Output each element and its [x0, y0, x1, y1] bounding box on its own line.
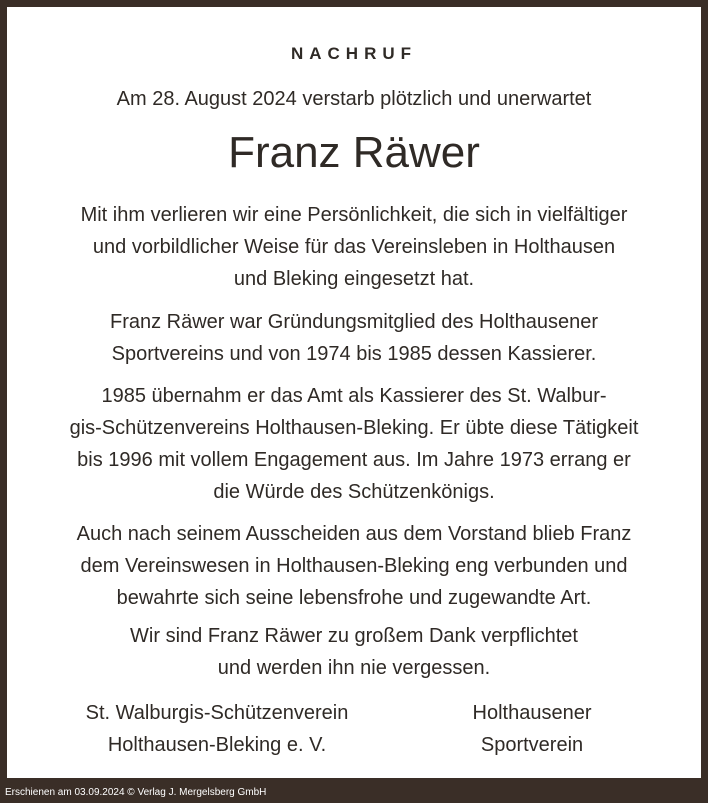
paragraph-line: Sportvereins und von 1974 bis 1985 dessen Kassierer.	[111, 343, 597, 365]
paragraph-thanks	[27, 620, 681, 684]
paragraph-schuetzenverein	[27, 380, 681, 508]
paragraph-line: und vorbildlicher Weise für das Vereinsleben in Holthausen	[92, 236, 616, 258]
signature-line: Holthausen-Bleking e. V.	[107, 734, 327, 756]
death-notice	[7, 7, 701, 778]
paragraph-tribute	[27, 199, 681, 295]
paragraph-sportverein	[27, 306, 681, 370]
paragraph-line: 1985 übernahm er das Amt als Kassierer des St. Walbur-	[101, 385, 607, 407]
signature-line: Sportverein	[480, 734, 584, 756]
paragraph-line: bis 1996 mit vollem Engagement aus. Im Jahre 1973 errang er	[77, 449, 631, 471]
signature-sportverein	[432, 697, 632, 761]
paragraph-line: Mit ihm verlieren wir eine Persönlichkeit, die sich in vielfältiger	[80, 204, 628, 226]
paragraph-line: bewahrte sich seine lebensfrohe und zugewandte Art.	[116, 587, 592, 609]
deceased-name: Franz Räwer	[228, 128, 480, 177]
paragraph-line: Wir sind Franz Räwer zu großem Dank verpflichtet	[130, 625, 578, 647]
paragraph-line: dem Vereinswesen in Holthausen-Bleking eng verbunden und	[80, 555, 628, 577]
notice-heading: NACHRUF	[290, 44, 418, 63]
paragraph-line: und werden ihn nie vergessen.	[217, 657, 491, 679]
paragraph-line: die Würde des Schützenkönigs.	[213, 481, 495, 503]
signature-schuetzenverein	[47, 697, 387, 761]
paragraph-line: Auch nach seinem Ausscheiden aus dem Vorstand blieb Franz	[76, 523, 632, 545]
publication-footer: Erschienen am 03.09.2024 © Verlag J. Mergelsberg GmbH	[5, 787, 267, 798]
notice-intro: Am 28. August 2024 verstarb plötzlich und unerwartet	[116, 88, 592, 110]
paragraph-vereinswesen	[27, 518, 681, 614]
signature-line: St. Walburgis-Schützenverein	[85, 702, 349, 724]
paragraph-line: und Bleking eingesetzt hat.	[233, 268, 475, 290]
paragraph-line: gis-Schützenvereins Holthausen-Bleking. Er übte diese Tätigkeit	[69, 417, 639, 439]
paragraph-line: Franz Räwer war Gründungsmitglied des Holthausener	[109, 311, 598, 333]
signature-line: Holthausener	[472, 702, 592, 724]
